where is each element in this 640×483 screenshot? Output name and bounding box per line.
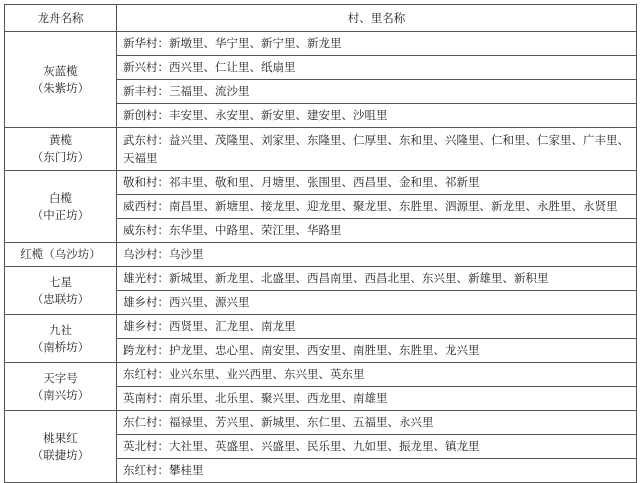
village-cell: 雄光村：新城里、新龙里、北盛里、西昌南里、西昌北里、东兴里、新雄里、新积里 [117, 267, 637, 291]
boat-name: 白榄 [49, 190, 72, 205]
table-row [5, 171, 637, 195]
village-cell: 雄乡村：西贤里、汇龙里、南龙里 [117, 315, 637, 339]
boat-name-cell [5, 171, 117, 243]
boat-name-cell [5, 128, 117, 171]
table-row [5, 243, 637, 267]
boat-name: 九社 [49, 322, 72, 337]
village-cell: 新创村：丰安里、永安里、新安里、建安里、沙咀里 [117, 104, 637, 128]
table-row [5, 32, 637, 56]
header-village-name: 村、里名称 [117, 5, 637, 32]
village-cell: 英南村：南乐里、北乐里、聚兴里、西龙里、南雄里 [117, 387, 637, 411]
village-table [4, 4, 637, 483]
village-cell: 跨龙村：护龙里、忠心里、南安里、西安里、南胜里、东胜里、龙兴里 [117, 339, 637, 363]
boat-name-cell [5, 243, 117, 267]
boat-name-cell [5, 411, 117, 483]
boat-name: 七星 [49, 274, 72, 289]
boat-fang: （联捷坊） [31, 447, 90, 462]
village-cell: 英北村：大社里、英盛里、兴盛里、民乐里、九如里、振龙里、镇龙里 [117, 435, 637, 459]
village-cell: 雄乡村：西兴里、源兴里 [117, 291, 637, 315]
boat-name-cell [5, 267, 117, 315]
boat-name-cell [5, 32, 117, 128]
table-row [5, 128, 637, 171]
table-row [5, 363, 637, 387]
boat-name: 黄榄 [49, 133, 72, 147]
village-cell: 新丰村：三福里、流沙里 [117, 80, 637, 104]
village-cell: 乌沙村：乌沙里 [117, 243, 637, 267]
boat-name: 天字号 [43, 370, 78, 385]
village-cell: 新华村：新墩里、华宁里、新宁里、新龙里 [117, 32, 637, 56]
boat-fang: （南兴坊） [31, 387, 90, 402]
boat-name-cell [5, 363, 117, 411]
boat-fang: （朱紫坊） [31, 80, 90, 95]
boat-fang: （东门坊） [31, 150, 90, 164]
boat-name: 红榄（乌沙坊） [20, 247, 101, 261]
header-row [5, 5, 637, 32]
village-cell: 东仁村：福禄里、芳兴里、新城里、东仁里、五福里、永兴里 [117, 411, 637, 435]
boat-fang: （中正坊） [31, 207, 90, 222]
village-cell: 东红村：攀桂里 [117, 459, 637, 483]
table-row [5, 315, 637, 339]
boat-name-cell [5, 315, 117, 363]
boat-fang: （忠联坊） [31, 291, 90, 306]
village-cell: 武东村：益兴里、茂隆里、刘家里、东隆里、仁厚里、东和里、兴隆里、仁和里、仁家里、广丰里、天福里 [117, 128, 637, 171]
table-row [5, 411, 637, 435]
boat-name: 灰蓝榄 [43, 63, 78, 78]
table-row [5, 267, 637, 291]
village-cell: 威东村：东华里、中路里、荣江里、华路里 [117, 219, 637, 243]
header-boat-name: 龙舟名称 [5, 5, 117, 32]
village-cell: 敬和村：祁丰里、敬和里、月塘里、张围里、西昌里、金和里、祁新里 [117, 171, 637, 195]
village-cell: 新兴村：西兴里、仁让里、纸扇里 [117, 56, 637, 80]
village-cell: 东红村：业兴东里、业兴西里、东兴里、英东里 [117, 363, 637, 387]
boat-name: 桃果红 [43, 430, 78, 445]
boat-fang: （南桥坊） [31, 339, 90, 354]
village-cell: 威西村：南昌里、新塘里、接龙里、迎龙里、聚龙里、东胜里、泗源里、新龙里、永胜里、永贤里 [117, 195, 637, 219]
